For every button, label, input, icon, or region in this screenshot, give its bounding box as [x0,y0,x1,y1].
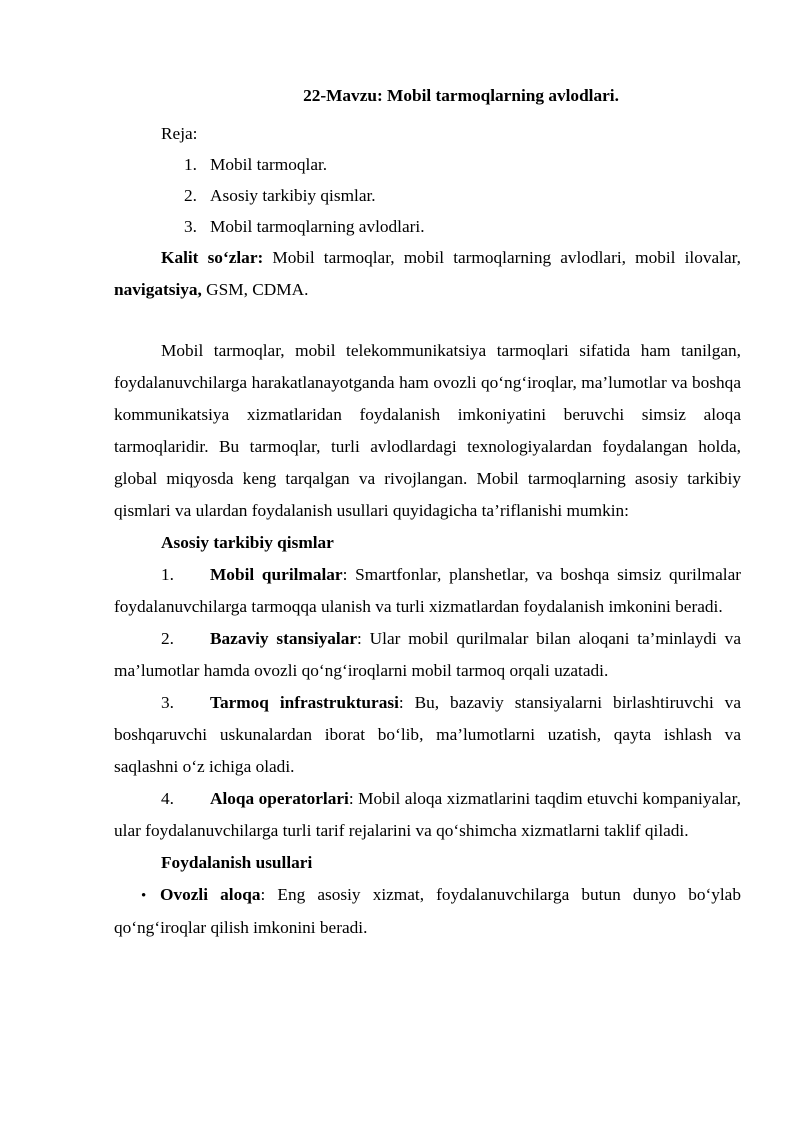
component-text: : Bu, bazaviy stansiyalarni birlashtiruvchi va boshqaruvchi uskunalardan iborat bo‘lib, ma’lumotlarni uzatish, qayta ishlash va saqlashni o‘z ichiga oladi. [114,693,741,776]
plan-item [114,211,741,242]
usage-term: Ovozli aloqa [160,885,261,904]
plan-item-number: 2. [184,186,197,205]
keywords-text: Mobil tarmoqlar, mobil tarmoqlarning avlodlari, mobil ilovalar, [263,248,742,267]
component-term: Mobil qurilmalar [210,565,343,584]
page-title: 22-Mavzu: Mobil tarmoqlarning avlodlari. [303,86,619,105]
plan-item [114,149,741,180]
plan-item-text: Mobil tarmoqlar. [210,155,328,174]
component-text: : Mobil aloqa xizmatlarini taqdim etuvchi kompaniyalar, ular foydalanuvchilarga turli tarif rejalarini va qo‘shimcha xizmatlarni taklif qiladi. [114,789,741,840]
usage-text: : Eng asosiy xizmat, foydalanuvchilarga butun dunyo bo‘ylab qo‘ng‘iroqlar qilish imkonini beradi. [114,885,741,937]
component-term: Tarmoq infrastrukturasi [210,693,399,712]
intro-paragraph: Mobil tarmoqlar, mobil telekommunikatsiya tarmoqlari sifatida ham tanilgan, foydalanuvchilarga harakatlanayotganda ham ovozli qo‘ng‘iroqlar, ma’lumotlar va boshqa kommunikatsiya xizmatlaridan foydalanish imkoniyatini beruvchi simsiz aloqa tarmoqlaridir. Bu tarmoqlar, turli avlodlardagi texnologiyalardan foydalangan holda, global miqyosda keng tarqalgan va rivojlangan. Mobil tarmoqlarning asosiy tarkibiy qismlari va ulardan foydalanish usullari quyidagicha ta’riflanishi mumkin: [114,341,741,520]
keywords-label: Kalit so‘zlar: [161,248,264,267]
bullet-icon: • [141,888,147,904]
component-text: : Smartfonlar, planshetlar, va boshqa simsiz qurilmalar foydalanuvchilarga tarmoqqa ulanish va turli xizmatlardan foydalanish imkonini beradi. [114,565,741,616]
component-term: Aloqa operatorlari [210,789,349,808]
component-item [114,687,741,783]
component-number: 4. [161,789,174,808]
components-heading: Asosiy tarkibiy qismlar [161,533,334,552]
plan-item-number: 3. [184,217,197,236]
spacer [114,306,741,335]
keywords-paragraph [114,242,741,306]
keywords-bold-term: navigatsiya, [114,280,202,299]
component-number: 1. [161,565,174,584]
plan-label: Reja: [161,124,198,143]
keywords-text-end: GSM, CDMA. [201,280,309,299]
plan-item [114,180,741,211]
component-number: 2. [161,629,174,648]
plan-item-text: Mobil tarmoqlarning avlodlari. [210,217,425,236]
component-item [114,559,741,623]
component-term: Bazaviy stansiyalar [210,629,358,648]
component-item [114,623,741,687]
usage-heading: Foydalanish usullari [161,853,313,872]
usage-item [114,879,741,944]
plan-item-number: 1. [184,155,197,174]
component-number: 3. [161,693,174,712]
plan-list [114,149,741,242]
component-text: : Ular mobil qurilmalar bilan aloqani ta’minlaydi va ma’lumotlar hamda ovozli qo‘ng‘iroqlarni mobil tarmoq orqali uzatadi. [114,629,741,680]
document-content [114,85,741,944]
component-item [114,783,741,847]
plan-item-text: Asosiy tarkibiy qismlar. [210,186,376,205]
